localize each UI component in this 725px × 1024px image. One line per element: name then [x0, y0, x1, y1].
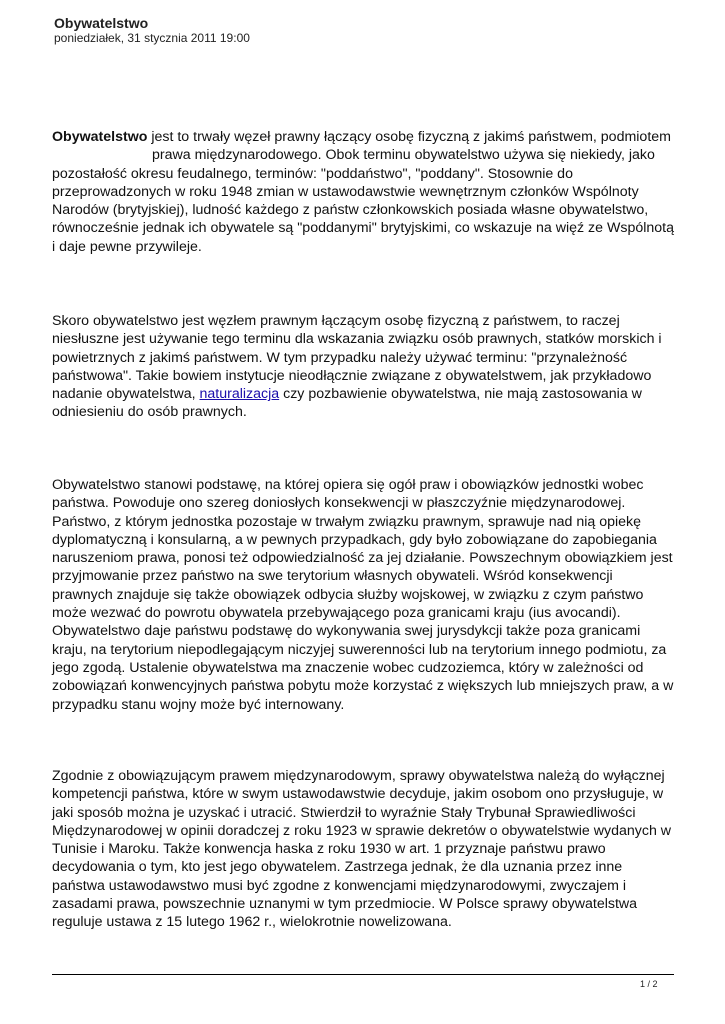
- paragraph-2-text-b: czy pozbawienie obywatelstwa, nie mają zastosowania w odniesieniu do osób prawnych.: [52, 386, 642, 421]
- article-title: Obywatelstwo: [54, 15, 149, 31]
- paragraph-1-text-a: jest to trwały węzeł prawny łączący osobę fizyczną z jakimś państwem, podmiotem: [147, 129, 671, 145]
- paragraph-2-text-a: Skoro obywatelstwo jest węzłem prawnym łączącym osobę fizyczną z państwem, to raczej niesłuszne jest używanie tego terminu dla wskazania związku osób prawnych, statków morskich i powietrznych z jakimś państwem. W tym przypadku należy używać terminu: "przynależność państwowa". Takie bowiem instytucje nieodłącznie związane z obywatelstwem, jak przykładowo nadanie obywatelstwa,: [52, 313, 662, 403]
- naturalizacja-link[interactable]: naturalizacja: [199, 386, 280, 403]
- paragraph-4: Zgodnie z obowiązującym prawem międzynarodowym, sprawy obywatelstwa należą do wyłącznej kompetencji państwa, które w swym ustawodawstwie decyduje, jakim osobom ono przysługuje, w jaki sposób można je uzyskać i utracić. Stwierdził to wyraźnie Stały Trybunał Sprawiedliwości Międzynarodowej w opinii doradczej z roku 1923 w sprawie dekretów o obywatelstwie wydanych w Tunisie i Maroku. Także konwencja haska z roku 1930 w art. 1 przyznaje państwu prawo decydowania o tym, kto jest jego obywatelem. Zastrzega jednak, że dla uznania przez inne państwa ustawodawstwo musi być zgodne z konwencjami międzynarodowymi, zwyczajem i zasadami prawa, powszechnie uznanymi w tym przedmiocie. W Polsce sprawy obywatelstwa reguluje ustawa z 15 lutego 1962 r., wielokrotnie nowelizowana.: [52, 768, 672, 931]
- article-body: [52, 128, 674, 931]
- footer-divider: [52, 974, 674, 975]
- page-number: 1 / 2: [640, 979, 658, 989]
- paragraph-1-text-b: prawa międzynarodowego. Obok terminu obywatelstwo używa się niekiedy, jako pozostałość okresu feudalnego, terminów: "poddaństwo", "poddany". Stosownie do przeprowadzonych w roku 1948 zmian w ustawodawstwie wewnętrznym członków Wspólnoty Narodów (brytyjskiej), ludność każdego z państw członkowskich posiada własne obywatelstwo, równocześnie jednak ich obywatele są "poddanymi" brytyjskimi, co wskazuje na więź ze Wspólnotą i daje pewne przywileje.: [52, 147, 674, 255]
- article-header: [54, 15, 250, 46]
- paragraph-3: Obywatelstwo stanowi podstawę, na której opiera się ogół praw i obowiązków jednostki wobec państwa. Powoduje ono szereg doniosłych konsekwencji w płaszczyźnie międzynarodowej. Państwo, z którym jednostka pozostaje w trwałym związku prawnym, sprawuje nad nią opiekę dyplomatyczną i konsularną, a w pewnych przypadkach, gdy było zobowiązane do zapobiegania naruszeniom prawa, ponosi też odpowiedzialność za jej działanie. Powszechnym obowiązkiem jest przyjmowanie przez państwo na swe terytorium własnych obywateli. Wśród konsekwencji prawnych znajduje się także obowiązek odbycia służby wojskowej, w związku z czym państwo może wezwać do powrotu obywatela przebywającego poza granicami kraju (ius avocandi). Obywatelstwo daje państwu podstawę do wykonywania swej jurysdykcji także poza granicami kraju, na terytorium niepodlegającym niczyjej suwerenności lub na terytorium innego podmiotu, za jego zgodą. Ustalenie obywatelstwa ma znaczenie wobec cudzoziemca, który w zależności od zobowiązań konwencyjnych państwa pobytu może korzystać z większych lub mniejszych praw, a w przypadku stanu wojny może być internowany.: [52, 477, 674, 713]
- article-date: poniedziałek, 31 stycznia 2011 19:00: [54, 31, 250, 45]
- paragraph-1-bold-term: Obywatelstwo: [52, 129, 148, 145]
- paragraph-1: [52, 128, 674, 256]
- paragraph-2: [52, 312, 674, 422]
